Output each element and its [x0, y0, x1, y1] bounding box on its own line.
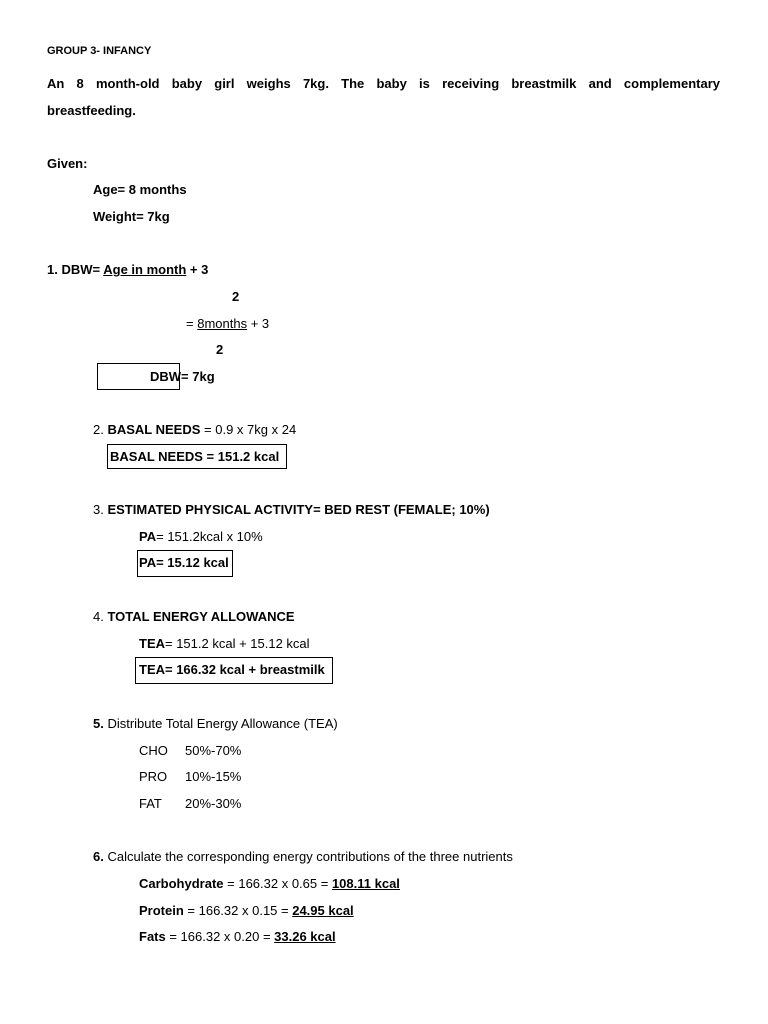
dbw-step2: [186, 317, 269, 330]
given-weight: Weight= 7kg: [93, 209, 170, 224]
nutrient-name: FAT: [139, 796, 162, 811]
calc-nutrient: Carbohydrate: [139, 876, 224, 891]
tea-formula-label: TEA: [139, 636, 165, 651]
dbw-step2-denominator: 2: [216, 342, 224, 357]
distribute-label: Distribute Total Energy Allowance (TEA): [103, 716, 338, 731]
calc-formula: = 166.32 x 0.65 =: [223, 876, 332, 891]
calculate-num: 6.: [93, 849, 104, 864]
basal-formula-text: = 0.9 x 7kg x 24: [200, 422, 297, 437]
tea-heading: [93, 610, 295, 623]
tea-formula: [139, 637, 310, 650]
dbw-plus: + 3: [186, 262, 209, 277]
dbw-denominator: 2: [232, 289, 240, 304]
nutrient-name: CHO: [139, 743, 168, 758]
dbw-formula: [47, 263, 208, 276]
tea-result: TEA= 166.32 kcal + breastmilk: [139, 662, 325, 677]
calculate-row: [139, 877, 400, 890]
distribute-row: [139, 744, 241, 757]
calc-nutrient: Protein: [139, 903, 184, 918]
nutrient-range: 50%-70%: [185, 743, 242, 758]
calc-result: 24.95 kcal: [292, 903, 354, 918]
basal-formula: [93, 423, 296, 436]
calc-formula: = 166.32 x 0.20 =: [165, 929, 275, 944]
distribute-num: 5.: [93, 716, 104, 731]
calc-formula: = 166.32 x 0.15 =: [183, 903, 293, 918]
basal-num: 2.: [93, 422, 108, 437]
given-label: Given:: [47, 156, 88, 171]
dbw-result: DBW= 7kg: [150, 369, 215, 384]
tea-num: 4.: [93, 609, 108, 624]
pa-formula-text: = 151.2kcal x 10%: [156, 529, 263, 544]
dbw-prefix: 1. DBW=: [47, 262, 104, 277]
calc-result: 108.11 kcal: [331, 876, 400, 891]
dbw-numerator: Age in month: [103, 262, 187, 277]
calculate-label: Calculate the corresponding energy contributions of the three nutrients: [103, 849, 513, 864]
basal-label: BASAL NEEDS: [107, 422, 201, 437]
intro-line-2: breastfeeding.: [47, 103, 136, 118]
intro-line-1: An 8 month-old baby girl weighs 7kg. The baby is receiving breastmilk and complementary: [47, 76, 720, 91]
calc-result: 33.26 kcal: [274, 929, 336, 944]
pa-result: PA= 15.12 kcal: [139, 555, 229, 570]
nutrient-name: PRO: [139, 769, 168, 784]
activity-heading: [93, 503, 490, 516]
calculate-row: [139, 904, 354, 917]
dbw-step2-eq: =: [186, 316, 198, 331]
pa-formula: [139, 530, 263, 543]
basal-result: BASAL NEEDS = 151.2 kcal: [110, 449, 280, 464]
given-age: Age= 8 months: [93, 182, 187, 197]
dbw-step2-numerator: 8months: [197, 316, 248, 331]
pa-label: PA: [139, 529, 157, 544]
calculate-row: [139, 930, 336, 943]
group-title: GROUP 3- INFANCY: [47, 45, 152, 57]
tea-formula-text: = 151.2 kcal + 15.12 kcal: [165, 636, 310, 651]
nutrient-range: 10%-15%: [185, 769, 242, 784]
tea-label: TOTAL ENERGY ALLOWANCE: [107, 609, 295, 624]
calc-nutrient: Fats: [139, 929, 166, 944]
dbw-step2-plus: + 3: [247, 316, 270, 331]
activity-label: ESTIMATED PHYSICAL ACTIVITY= BED REST (FEMALE; 10%): [107, 502, 490, 517]
calculate-heading: [93, 850, 513, 863]
distribute-row: [139, 770, 241, 783]
activity-num: 3.: [93, 502, 108, 517]
distribute-heading: [93, 717, 338, 730]
nutrient-range: 20%-30%: [185, 796, 242, 811]
distribute-row: [139, 797, 241, 810]
